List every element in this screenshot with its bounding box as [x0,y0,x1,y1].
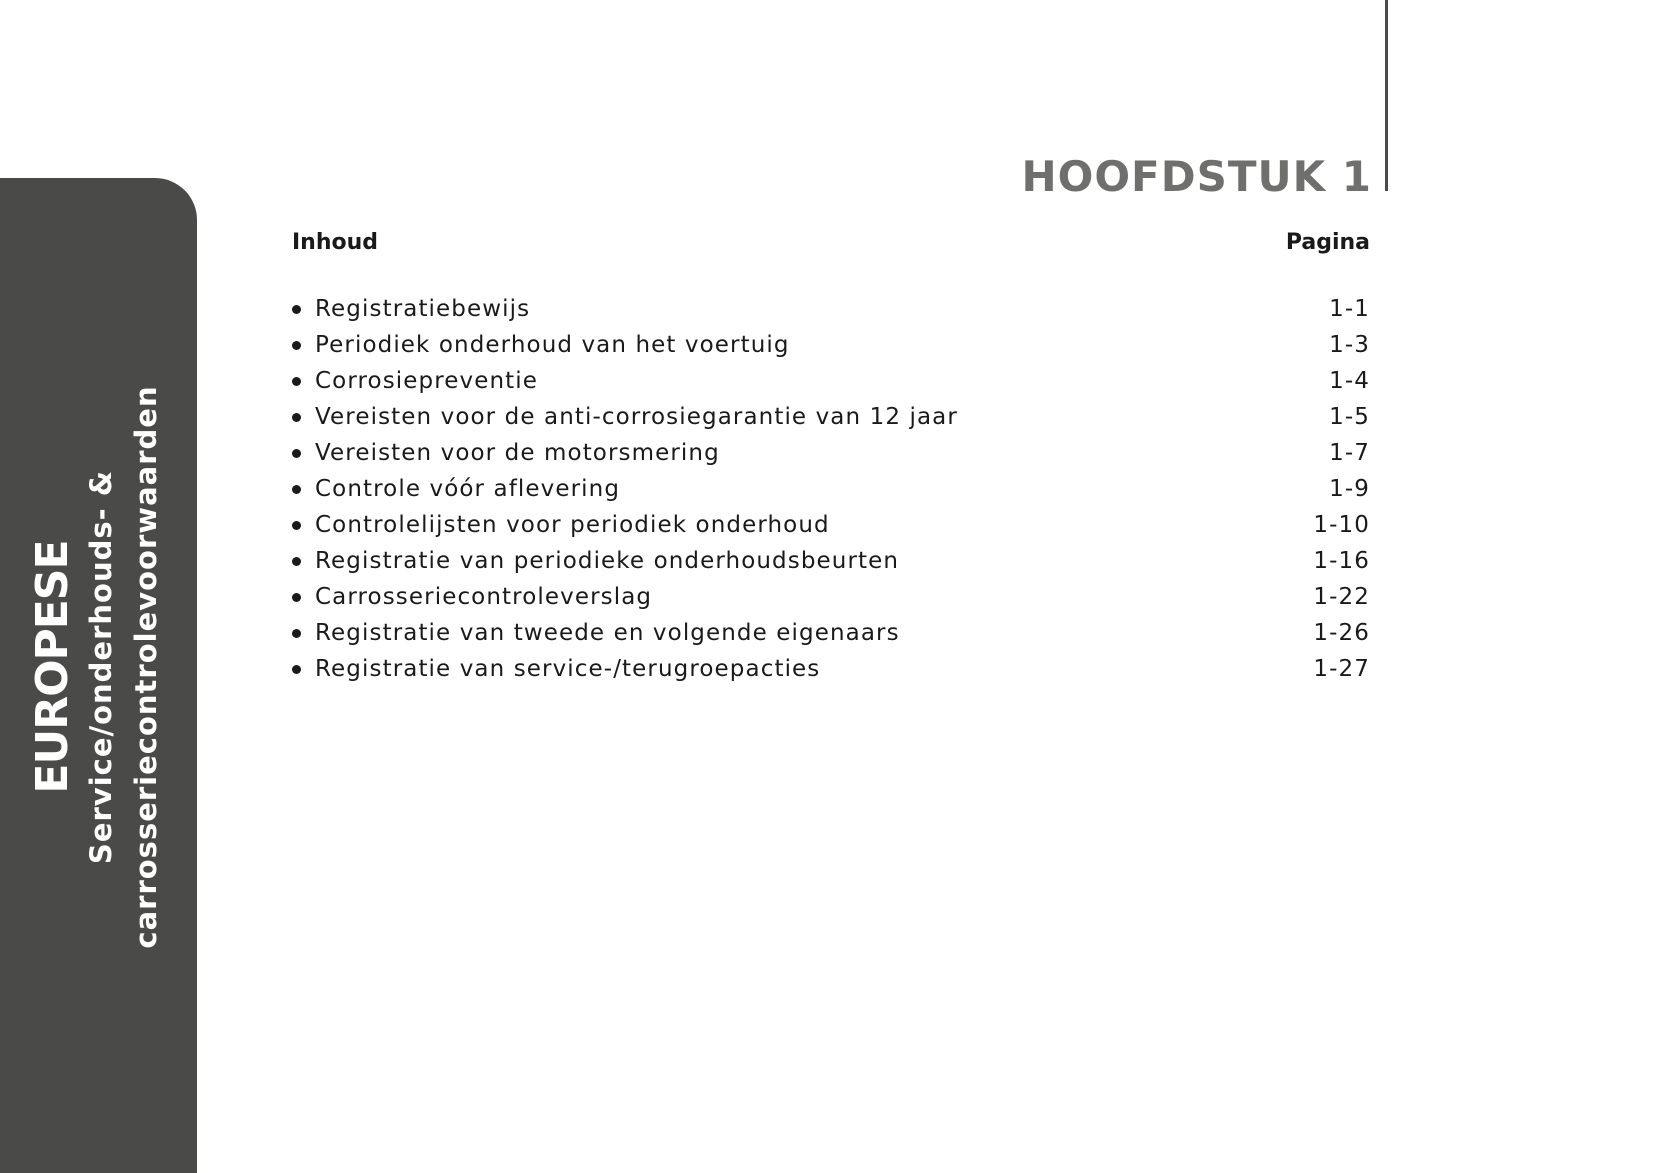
toc-item[interactable] [292,620,1370,656]
bullet-icon [292,485,301,494]
toc-item[interactable] [292,296,1370,332]
bullet-icon [292,413,301,422]
toc-item-label: Vereisten voor de anti-corrosiegarantie van 12 jaar [315,404,958,430]
toc-item-label: Controle vóór aflevering [315,476,621,502]
toc-item[interactable] [292,548,1370,584]
toc-item[interactable] [292,476,1370,512]
toc-item[interactable] [292,404,1370,440]
toc-item-page: 1-4 [1329,368,1370,394]
bullet-icon [292,557,301,566]
toc-item-page: 1-16 [1313,548,1370,574]
toc-list [292,296,1370,692]
toc-item-label: Periodiek onderhoud van het voertuig [315,332,790,358]
toc-item-label: Registratie van service-/terugroepacties [315,656,821,682]
toc-item[interactable] [292,440,1370,476]
toc-item-label: Registratie van periodieke onderhoudsbeurten [315,548,900,574]
toc-item-label: Controlelijsten voor periodiek onderhoud [315,512,830,538]
toc-item-page: 1-26 [1313,620,1370,646]
toc-item-label: Corrosiepreventie [315,368,539,394]
toc-header [292,230,1370,268]
toc-item[interactable] [292,512,1370,548]
toc-item-page: 1-7 [1329,440,1370,466]
bullet-icon [292,629,301,638]
toc-item-page: 1-1 [1329,296,1370,322]
side-tab-text [27,317,169,1017]
bullet-icon [292,593,301,602]
toc-item-page: 1-5 [1329,404,1370,430]
toc-item-page: 1-3 [1329,332,1370,358]
bullet-icon [292,521,301,530]
toc-item[interactable] [292,656,1370,692]
toc-item[interactable] [292,332,1370,368]
toc-item-label: Carrosseriecontroleverslag [315,584,653,610]
side-tab-title: EUROPESE [27,540,78,794]
toc-item-label: Registratie van tweede en volgende eigenaars [315,620,900,646]
bullet-icon [292,449,301,458]
vertical-rule [1385,0,1388,191]
toc-item-page: 1-27 [1313,656,1370,682]
bullet-icon [292,377,301,386]
bullet-icon [292,341,301,350]
bullet-icon [292,665,301,674]
bullet-icon [292,305,301,314]
toc-item-page: 1-22 [1313,584,1370,610]
side-tab-subtitle-line1: Service/onderhouds- & [84,469,118,865]
toc-item-page: 1-10 [1313,512,1370,538]
toc-header-page: Pagina [1285,230,1370,255]
toc-item-label: Registratiebewijs [315,296,531,322]
side-tab-subtitle-line2: carrosseriecontrolevoorwaarden [129,385,163,949]
table-of-contents [292,230,1370,692]
chapter-title: HOOFDSTUK 1 [1021,152,1372,201]
toc-header-contents: Inhoud [292,230,379,255]
toc-item[interactable] [292,368,1370,404]
toc-item-page: 1-9 [1329,476,1370,502]
toc-item[interactable] [292,584,1370,620]
toc-item-label: Vereisten voor de motorsmering [315,440,720,466]
